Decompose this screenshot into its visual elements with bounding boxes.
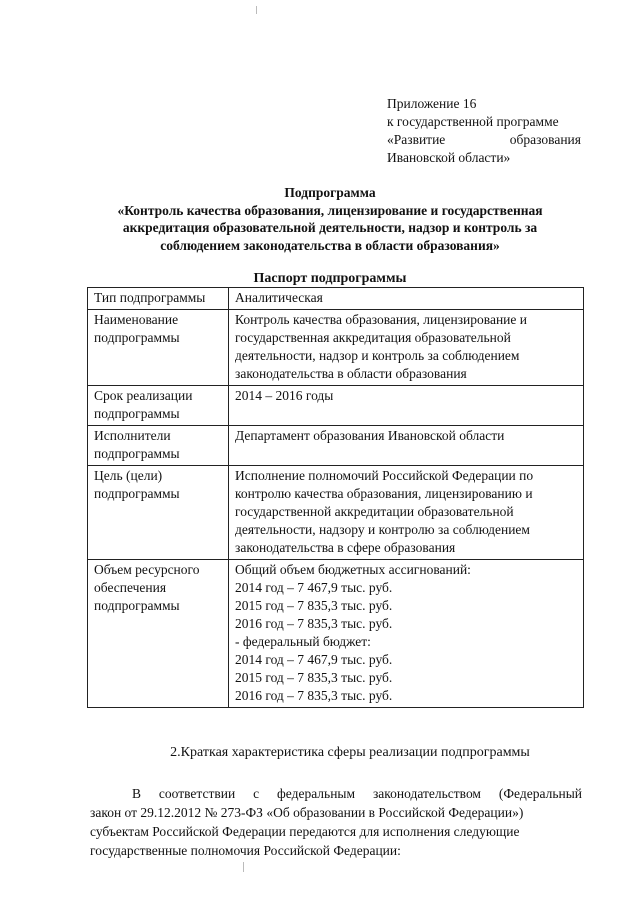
passport-label-line: подпрограммы xyxy=(94,486,180,501)
paragraph-line-4: государственные полномочия Российской Федерации: xyxy=(90,843,401,858)
passport-label-line: Срок реализации xyxy=(94,388,193,403)
passport-label-line: обеспечения xyxy=(94,580,167,595)
annex-program-ref: к государственной программе xyxy=(387,114,559,129)
passport-value-line: Аналитическая xyxy=(235,290,323,305)
passport-value-line: Исполнение полномочий Российской Федерации по xyxy=(235,468,534,483)
passport-value-line: 2014 год – 7 467,9 тыс. руб. xyxy=(235,652,393,667)
passport-value-line: Общий объем бюджетных ассигнований: xyxy=(235,562,471,577)
subprogram-heading: Подпрограмма xyxy=(284,185,376,200)
passport-label-line: подпрограммы xyxy=(94,598,180,613)
scan-artifact xyxy=(256,6,257,14)
passport-title: Паспорт подпрограммы xyxy=(253,271,407,286)
passport-row xyxy=(88,426,584,466)
passport-row-label xyxy=(88,466,229,560)
paragraph-line-3: субъектам Российской Федерации передаются для исполнения следующие xyxy=(90,824,520,839)
passport-value-line: 2015 год – 7 835,3 тыс. руб. xyxy=(235,598,393,613)
passport-value-line: 2014 – 2016 годы xyxy=(235,388,334,403)
passport-row-value xyxy=(229,560,584,708)
subprogram-title-block xyxy=(60,184,600,254)
passport-row-label xyxy=(88,288,229,310)
passport-label-line: Объем ресурсного xyxy=(94,562,200,577)
passport-row-label xyxy=(88,426,229,466)
passport-value-line: 2016 год – 7 835,3 тыс. руб. xyxy=(235,688,393,703)
annex-number: Приложение 16 xyxy=(387,96,477,111)
passport-value-line: деятельности, надзор и контроль за соблюдением xyxy=(235,348,520,363)
passport-value-line: 2014 год – 7 467,9 тыс. руб. xyxy=(235,580,393,595)
passport-row-value xyxy=(229,310,584,386)
passport-label-line: подпрограммы xyxy=(94,406,180,421)
paragraph-word: федеральным xyxy=(277,786,356,801)
annex-region: Ивановской области» xyxy=(387,150,511,165)
passport-value-line: - федеральный бюджет: xyxy=(235,634,371,649)
paragraph-word: (Федеральный xyxy=(498,786,582,801)
subprogram-title-line-1: «Контроль качества образования, лицензирование и государственная xyxy=(117,202,543,218)
passport-value-line: законодательства в сфере образования xyxy=(235,540,456,555)
passport-value-line: 2015 год – 7 835,3 тыс. руб. xyxy=(235,670,393,685)
passport-label-line: Наименование xyxy=(94,312,179,327)
paragraph-line-1 xyxy=(90,784,582,803)
annex-block xyxy=(387,95,581,167)
passport-value-line: деятельности, надзору и контролю за соблюдением xyxy=(235,522,530,537)
passport-label-line: Исполнители xyxy=(94,428,171,443)
paragraph-word: соответствии xyxy=(158,786,236,801)
paragraph-word: В xyxy=(132,786,142,801)
paragraph-line-2: закон от 29.12.2012 № 273-ФЗ «Об образовании в Российской Федерации») xyxy=(90,805,524,820)
paragraph-word: законодательством xyxy=(372,786,481,801)
passport-row xyxy=(88,560,584,708)
passport-row-label xyxy=(88,310,229,386)
passport-value-line: контролю качества образования, лицензированию и xyxy=(235,486,533,501)
annex-program-name-left: «Развитие xyxy=(387,132,446,147)
passport-row xyxy=(88,310,584,386)
passport-row xyxy=(88,288,584,310)
passport-row-value xyxy=(229,288,584,310)
passport-value-line: Контроль качества образования, лицензирование и xyxy=(235,312,527,327)
passport-row xyxy=(88,466,584,560)
annex-program-name-right: образования xyxy=(509,132,581,147)
section-2-heading: 2.Краткая характеристика сферы реализации подпрограммы xyxy=(170,745,530,760)
passport-row xyxy=(88,386,584,426)
passport-row-value xyxy=(229,426,584,466)
passport-value-line: государственной аккредитации образовательной xyxy=(235,504,514,519)
annex-program-name-line xyxy=(387,131,581,149)
section-2-paragraph xyxy=(90,784,582,860)
passport-label-line: Тип подпрограммы xyxy=(94,290,206,305)
passport-label-line: подпрограммы xyxy=(94,330,180,345)
passport-value-line: 2016 год – 7 835,3 тыс. руб. xyxy=(235,616,393,631)
subprogram-title-line-3: соблюдением законодательства в области образования» xyxy=(160,237,500,253)
passport-value-line: законодательства в области образования xyxy=(235,366,467,381)
passport-row-label xyxy=(88,560,229,708)
passport-value-line: Департамент образования Ивановской области xyxy=(235,428,505,443)
passport-label-line: подпрограммы xyxy=(94,446,180,461)
scan-artifact xyxy=(243,862,244,872)
subprogram-title-line-2: аккредитация образовательной деятельности, надзор и контроль за xyxy=(122,220,538,235)
passport-row-value xyxy=(229,466,584,560)
passport-row-value xyxy=(229,386,584,426)
passport-value-line: государственная аккредитация образовательной xyxy=(235,330,511,345)
paragraph-word: с xyxy=(253,786,260,801)
passport-label-line: Цель (цели) xyxy=(94,468,163,483)
passport-table xyxy=(87,287,584,708)
passport-row-label xyxy=(88,386,229,426)
